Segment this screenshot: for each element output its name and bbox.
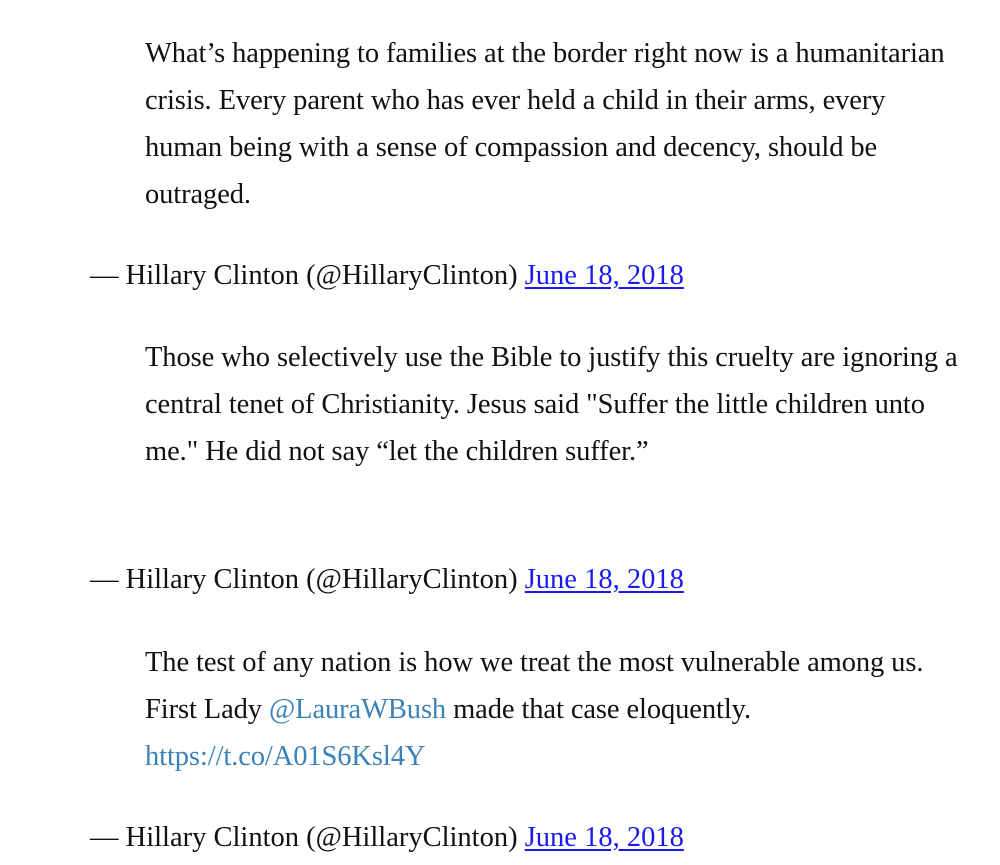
tweet-author: — Hillary Clinton (@HillaryClinton) — [90, 822, 525, 853]
tweet-quote — [0, 639, 1000, 780]
tweet-date-link[interactable]: June 18, 2018 — [524, 822, 684, 853]
tweet-date-link[interactable]: June 18, 2018 — [524, 564, 684, 595]
tweet-attribution — [0, 560, 1000, 600]
tweet-quote — [0, 334, 1000, 475]
tweet-text — [0, 639, 1000, 780]
tweet-text-part: The test of any nation is how we treat the most vulnerable among us. First Lady — [145, 647, 924, 725]
mention-link[interactable]: @LauraWBush — [268, 694, 447, 725]
tweet-text: What’s happening to families at the border right now is a humanitarian crisis. Every parent who has ever held a child in their arms, every human being with a sense of compassion and decency, should be outraged. — [145, 38, 945, 210]
tweet-text: Those who selectively use the Bible to justify this cruelty are ignoring a central tenet of Christianity. Jesus said "Suffer the little children unto me." He did not say “let the children suffer.” — [145, 342, 958, 467]
tweet-author: — Hillary Clinton (@HillaryClinton) — [90, 564, 525, 595]
tweet-attribution — [0, 818, 1000, 858]
tweet-date-link[interactable]: June 18, 2018 — [524, 260, 684, 291]
tweet-url-link[interactable]: https://t.co/A01S6Ksl4Y — [145, 741, 426, 772]
tweet-author: — Hillary Clinton (@HillaryClinton) — [90, 260, 525, 291]
tweet-quote — [0, 30, 1000, 218]
tweet-attribution — [0, 256, 1000, 296]
tweet-text-part: made that case eloquently. — [446, 694, 751, 725]
